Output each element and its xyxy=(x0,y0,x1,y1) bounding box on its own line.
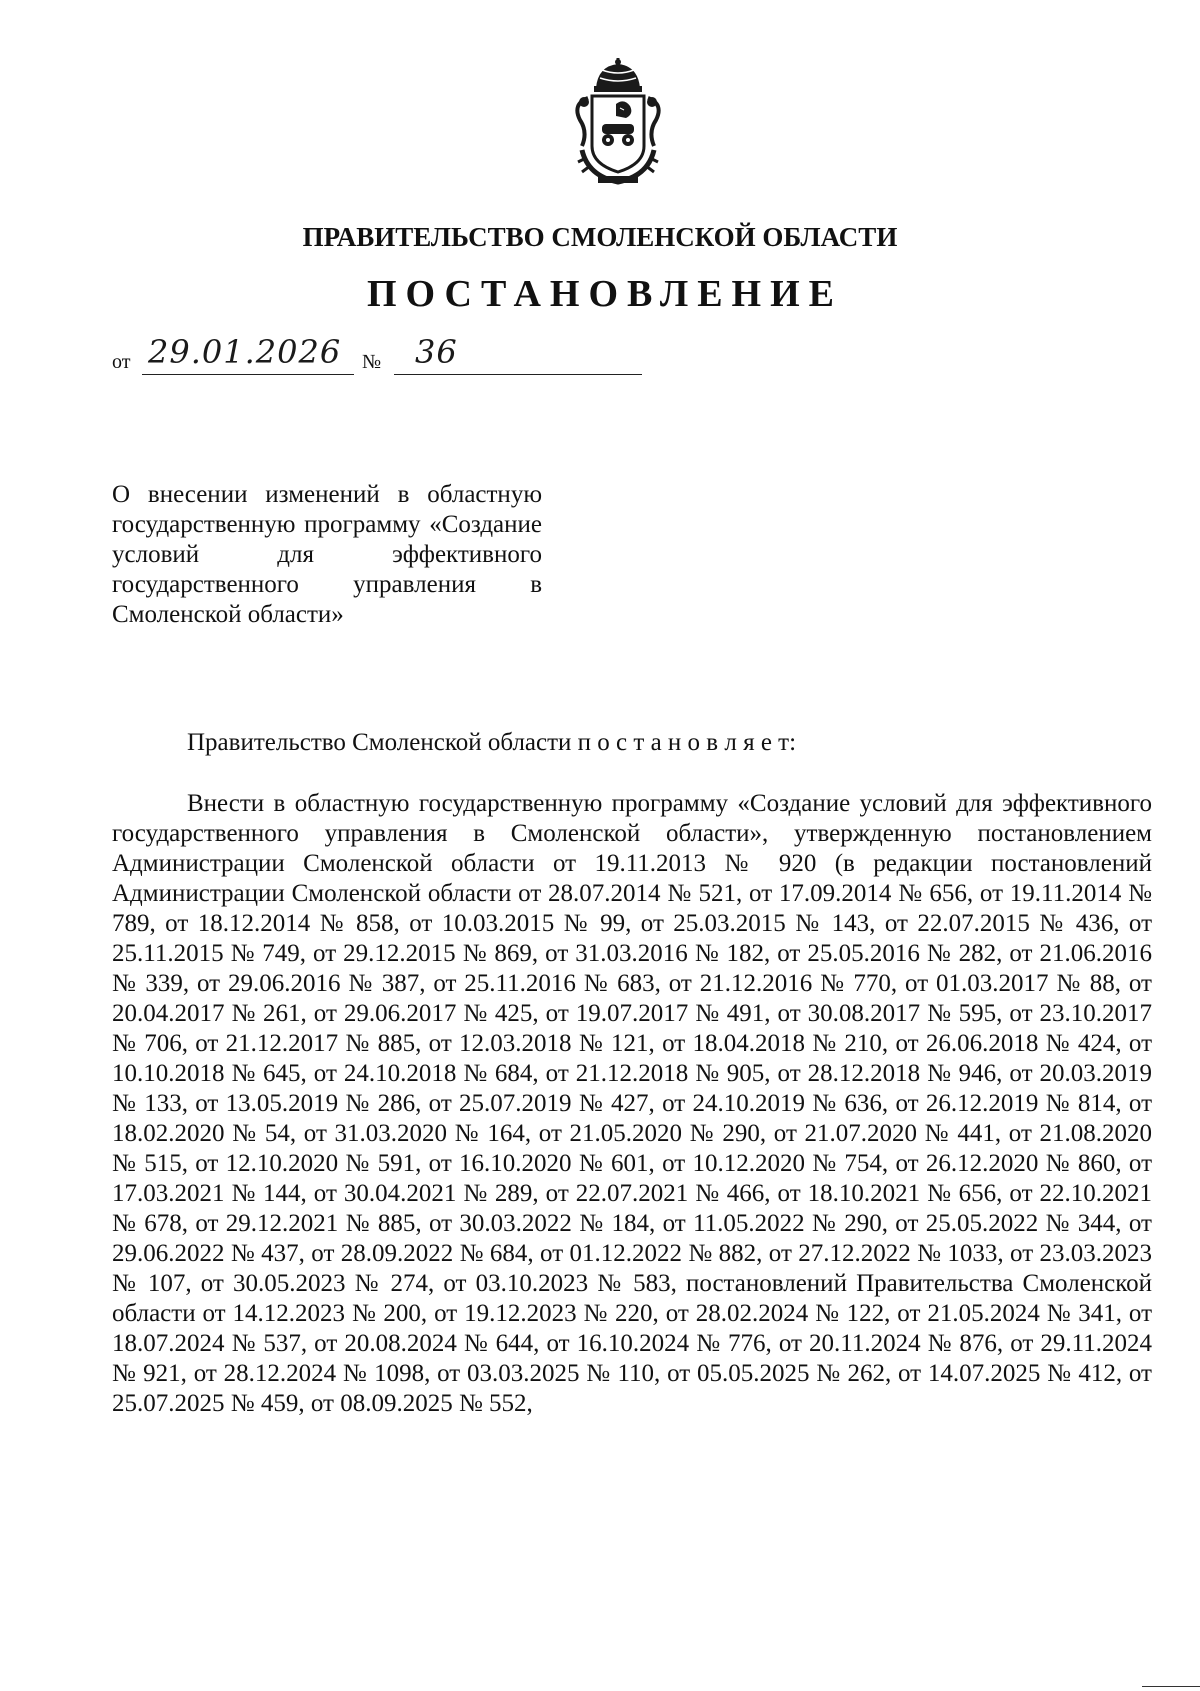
handwritten-number: 36 xyxy=(415,333,458,371)
date-label: от xyxy=(112,351,131,373)
number-label: № xyxy=(362,351,382,373)
body-paragraph: Внести в областную государственную программу «Создание условий для эффективного государственного управления в Смоленской области», утвержденную постановлением Администрации Смоленской области от 19.11.2013 № 920 (в редакции постановлений Администрации Смоленской области от 28.07.2014 № 521, от 17.09.2014 № 656, от 19.11.2014 № 789, от 18.12.2014 № 858, от 10.03.2015 № 99, от 25.03.2015 № 143, от 22.07.2015 № 436, от 25.11.2015 № 749, от 29.12.2015 № 869, от 31.03.2016 № 182, от 25.05.2016 № 282, от 21.06.2016 № 339, от 29.06.2016 № 387, от 25.11.2016 № 683, от 21.12.2016 № 770, от 01.03.2017 № 88, от 20.04.2017 № 261, от 29.06.2017 № 425, от 19.07.2017 № 491, от 30.08.2017 № 595, от 23.10.2017 № 706, от 21.12.2017 № 885, от 12.03.2018 № 121, от 18.04.2018 № 210, от 26.06.2018 № 424, от 10.10.2018 № 645, от 24.10.2018 № 684, от 21.12.2018 № 905, от 28.12.2018 № 946, от 20.03.2019 № 133, от 13.05.2019 № 286, от 25.07.2019 № 427, от 24.10.2019 № 636, от 26.12.2019 № 814, от 18.02.2020 № 54, от 31.03.2020 № 164, от 21.05.2020 № 290, от 21.07.2020 № 441, от 21.08.2020 № 515, от 12.10.2020 № 591, от 16.10.2020 № 601, от 10.12.2020 № 754, от 26.12.2020 № 860, от 17.03.2021 № 144, от 30.04.2021 № 289, от 22.07.2021 № 466, от 18.10.2021 № 656, от 22.10.2021 № 678, от 29.12.2021 № 885, от 30.03.2022 № 184, от 11.05.2022 № 290, от 25.05.2022 № 344, от 29.06.2022 № 437, от 28.09.2022 № 684, от 01.12.2022 № 882, от 27.12.2022 № 1033, от 23.03.2023 № 107, от 30.05.2023 № 274, от 03.10.2023 № 583, постановлений Правительства Смоленской области от 14.12.2023 № 200, от 19.12.2023 № 220, от 28.02.2024 № 122, от 21.05.2024 № 341, от 18.07.2024 № 537, от 20.08.2024 № 644, от 16.10.2024 № 776, от 20.11.2024 № 876, от 29.11.2024 № 921, от 28.12.2024 № 1098, от 03.03.2025 № 110, от 05.05.2025 № 262, от 14.07.2025 № 412, от 25.07.2025 № 459, от 08.09.2025 № 552, xyxy=(112,790,1152,1417)
number-underline xyxy=(394,374,642,375)
date-underline xyxy=(142,374,354,375)
government-name: ПРАВИТЕЛЬСТВО СМОЛЕНСКОЙ ОБЛАСТИ xyxy=(302,222,898,252)
preamble: Правительство Смоленской области п о с т а н о в л я е т: xyxy=(187,729,797,756)
document-type-title: ПОСТАНОВЛЕНИЕ xyxy=(366,273,844,315)
smolensk-coat-of-arms-icon xyxy=(558,58,678,188)
handwritten-date: 29.01.2026 xyxy=(148,333,342,371)
document-subject: О внесении изменений в областную государственную программу «Создание условий для эффективного государственного управления в Смоленской области» xyxy=(112,481,542,628)
page-corner-mark xyxy=(1142,1686,1200,1687)
